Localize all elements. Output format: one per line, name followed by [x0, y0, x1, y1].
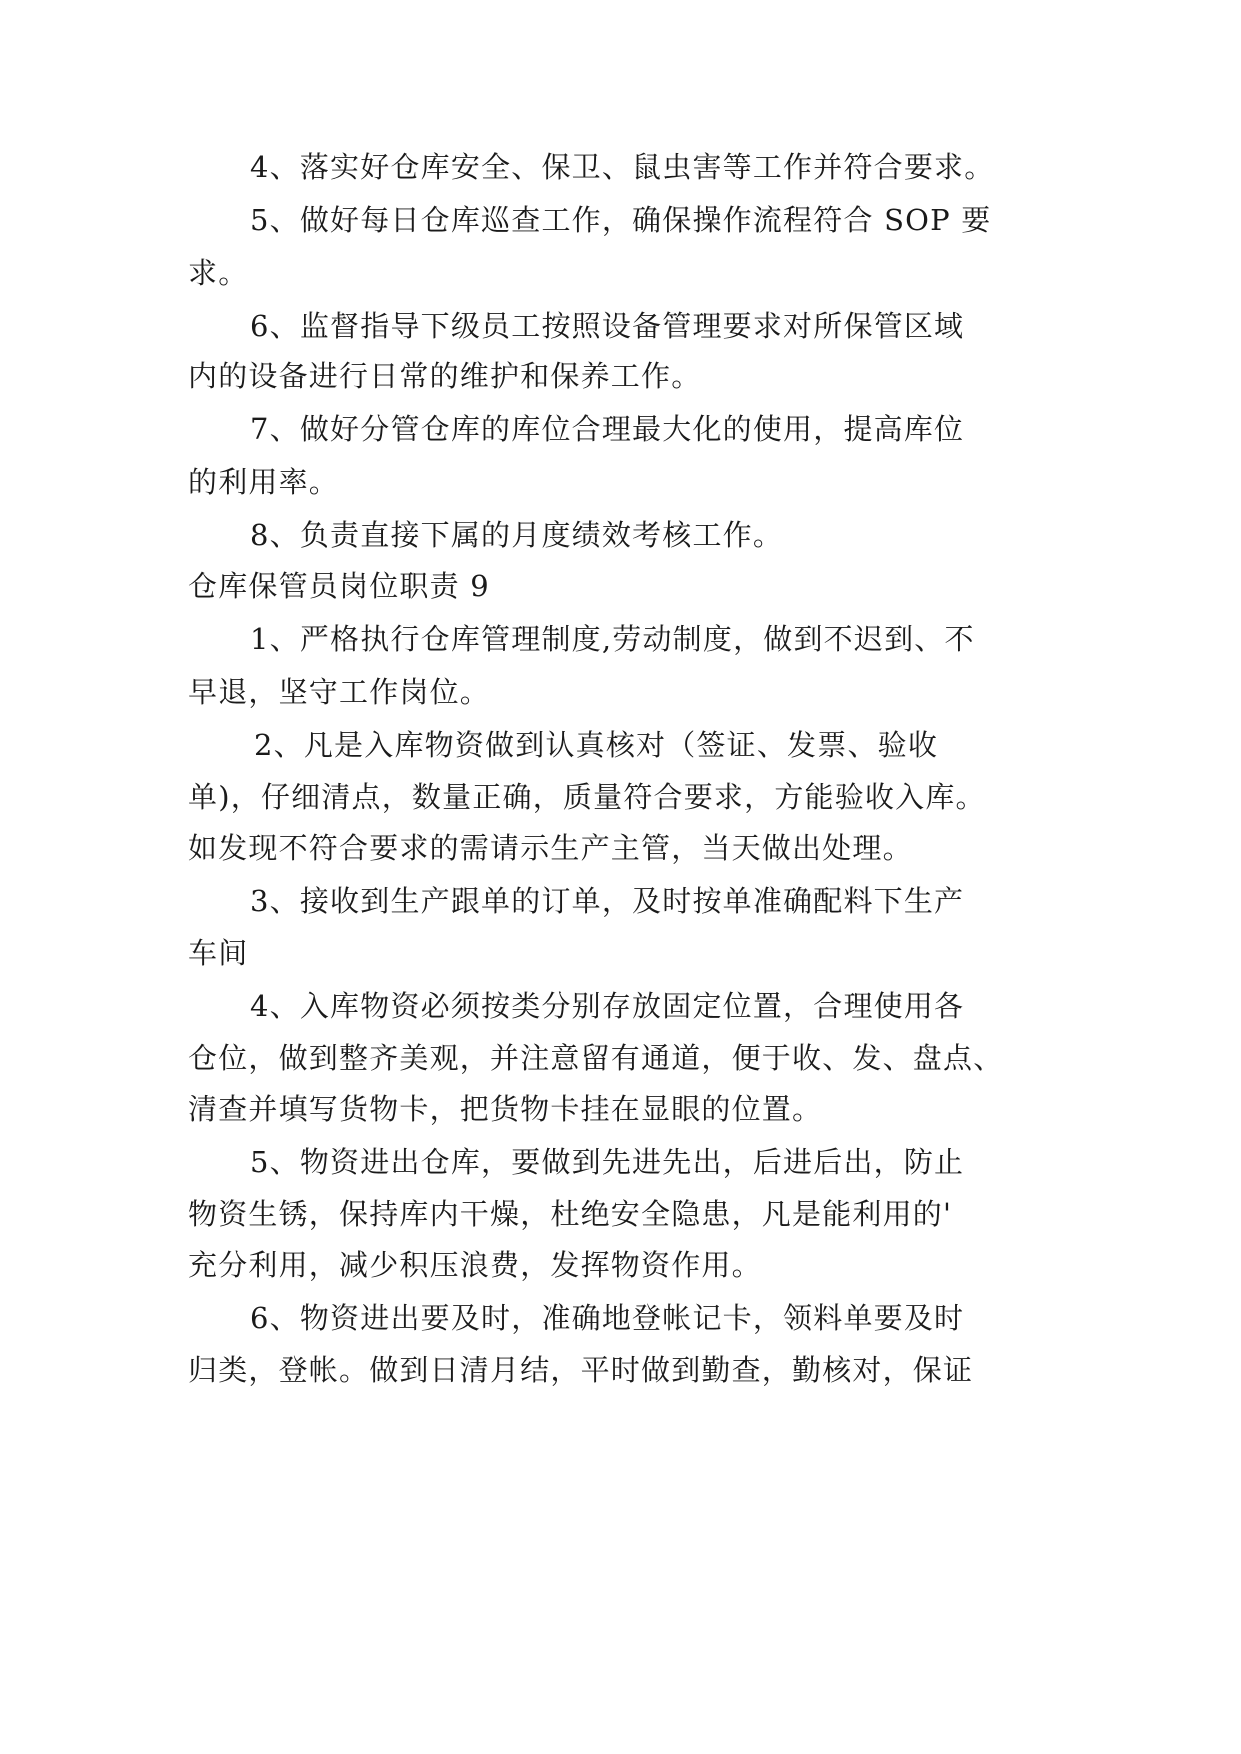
- text-line: 5、物资进出仓库，要做到先进先出，后进后出，防止: [250, 1145, 965, 1179]
- text-line: 5、做好每日仓库巡查工作，确保操作流程符合 SOP 要: [250, 203, 992, 237]
- text-line: 6、物资进出要及时，准确地登帐记卡，领料单要及时: [250, 1301, 965, 1335]
- text-line: 1、严格执行仓库管理制度,劳动制度，做到不迟到、不: [250, 622, 975, 656]
- text-line: 充分利用，减少积压浪费，发挥物资作用。: [188, 1248, 762, 1282]
- text-line: 早退，坚守工作岗位。: [188, 675, 491, 709]
- text-line: 8、负责直接下属的月度绩效考核工作。: [250, 518, 784, 552]
- text-line: 如发现不符合要求的需请示生产主管，当天做出处理。: [188, 831, 913, 865]
- text-line: 的利用率。: [188, 465, 340, 499]
- text-line: 清查并填写货物卡，把货物卡挂在显眼的位置。: [188, 1092, 823, 1126]
- text-line: 单)，仔细清点，数量正确，质量符合要求，方能验收入库。: [188, 780, 986, 814]
- text-line: 6、监督指导下级员工按照设备管理要求对所保管区域: [250, 309, 965, 343]
- text-line: 车间: [188, 936, 249, 970]
- text-line: 物资生锈，保持库内干燥，杜绝安全隐患，凡是能利用的': [188, 1197, 953, 1231]
- text-line: 4、入库物资必须按类分别存放固定位置，合理使用各: [250, 989, 965, 1023]
- text-line: 仓位，做到整齐美观，并注意留有通道，便于收、发、盘点、: [188, 1041, 1004, 1075]
- text-line: 求。: [188, 256, 249, 290]
- text-line: 7、做好分管仓库的库位合理最大化的使用，提高库位: [250, 412, 965, 446]
- text-line: 内的设备进行日常的维护和保养工作。: [188, 359, 702, 393]
- text-line: 3、接收到生产跟单的订单，及时按单准确配料下生产: [250, 884, 965, 918]
- text-line: 归类，登帐。做到日清月结，平时做到勤查，勤核对，保证: [188, 1353, 974, 1387]
- text-line: 2、凡是入库物资做到认真核对（签证、发票、验收: [254, 728, 939, 762]
- section-heading: 仓库保管员岗位职责 9: [188, 569, 490, 603]
- text-line: 4、落实好仓库安全、保卫、鼠虫害等工作并符合要求。: [250, 150, 995, 184]
